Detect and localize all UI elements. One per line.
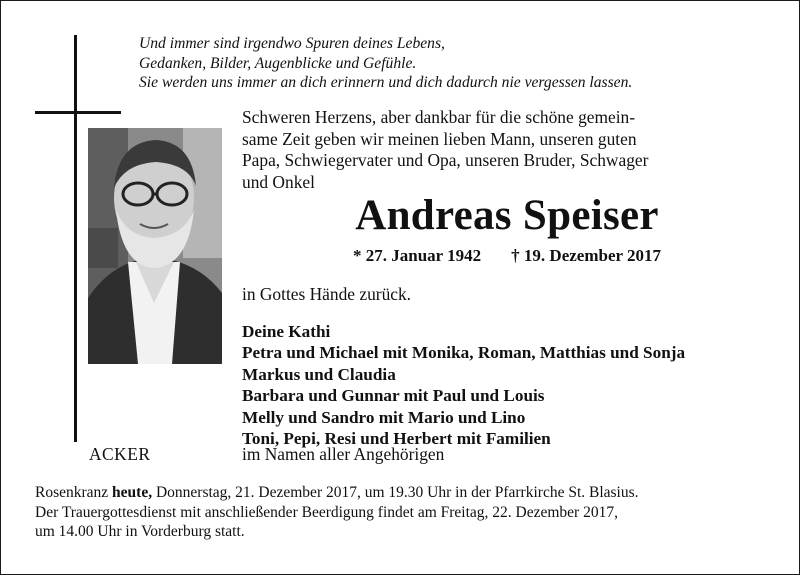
poem-line: Gedanken, Bilder, Augenblicke und Gefühle.	[139, 54, 417, 72]
family-line: Markus und Claudia	[242, 364, 396, 384]
family-list	[242, 321, 782, 449]
family-line: Deine Kathi	[242, 322, 331, 341]
family-footer: im Namen aller Angehörigen	[242, 444, 445, 464]
service-rosary-label: Rosenkranz	[35, 484, 113, 501]
intro-line: Papa, Schwiegervater und Opa, unseren Bruder, Schwager	[242, 150, 649, 171]
family-line: Petra und Michael mit Monika, Roman, Matthias und Sonja	[242, 343, 686, 363]
memorial-poem	[139, 34, 779, 93]
service-info	[35, 483, 775, 542]
service-line-1	[35, 483, 775, 503]
cross-horizontal-bar	[35, 111, 121, 114]
birth-date: * 27. Januar 1942	[353, 246, 482, 265]
return-text: in Gottes Hände zurück.	[242, 284, 412, 304]
service-line-3: um 14.00 Uhr in Vorderburg statt.	[35, 523, 245, 540]
intro-line: same Zeit geben wir meinen lieben Mann, unseren guten	[242, 128, 637, 149]
service-today: heute,	[112, 484, 153, 501]
intro-line: Schweren Herzens, aber dankbar für die schöne gemein-	[242, 107, 636, 127]
intro-line: und Onkel	[242, 171, 315, 192]
place-name: ACKER	[89, 444, 151, 464]
family-line: Toni, Pepi, Resi und Herbert mit Familien	[242, 428, 551, 448]
poem-line: Sie werden uns immer an dich erinnern und dich dadurch nie vergessen lassen.	[139, 74, 633, 91]
portrait-photo	[88, 128, 222, 364]
family-line: Barbara und Gunnar mit Paul und Louis	[242, 386, 545, 406]
deceased-name: Andreas Speiser	[355, 192, 659, 239]
cross-vertical-bar	[74, 35, 77, 442]
poem-line: Und immer sind irgendwo Spuren deines Lebens,	[139, 35, 445, 52]
family-line: Melly und Sandro mit Mario und Lino	[242, 407, 526, 427]
intro-text	[242, 107, 772, 193]
service-rosary-details: Donnerstag, 21. Dezember 2017, um 19.30 Uhr in der Pfarrkirche St. Blasius.	[152, 484, 639, 501]
service-line-2: Der Trauergottesdienst mit anschließender Beerdigung findet am Freitag, 22. Dezember 2017,	[35, 503, 618, 521]
portrait-illustration	[88, 128, 222, 364]
life-dates	[242, 245, 772, 267]
death-date: † 19. Dezember 2017	[511, 246, 661, 265]
